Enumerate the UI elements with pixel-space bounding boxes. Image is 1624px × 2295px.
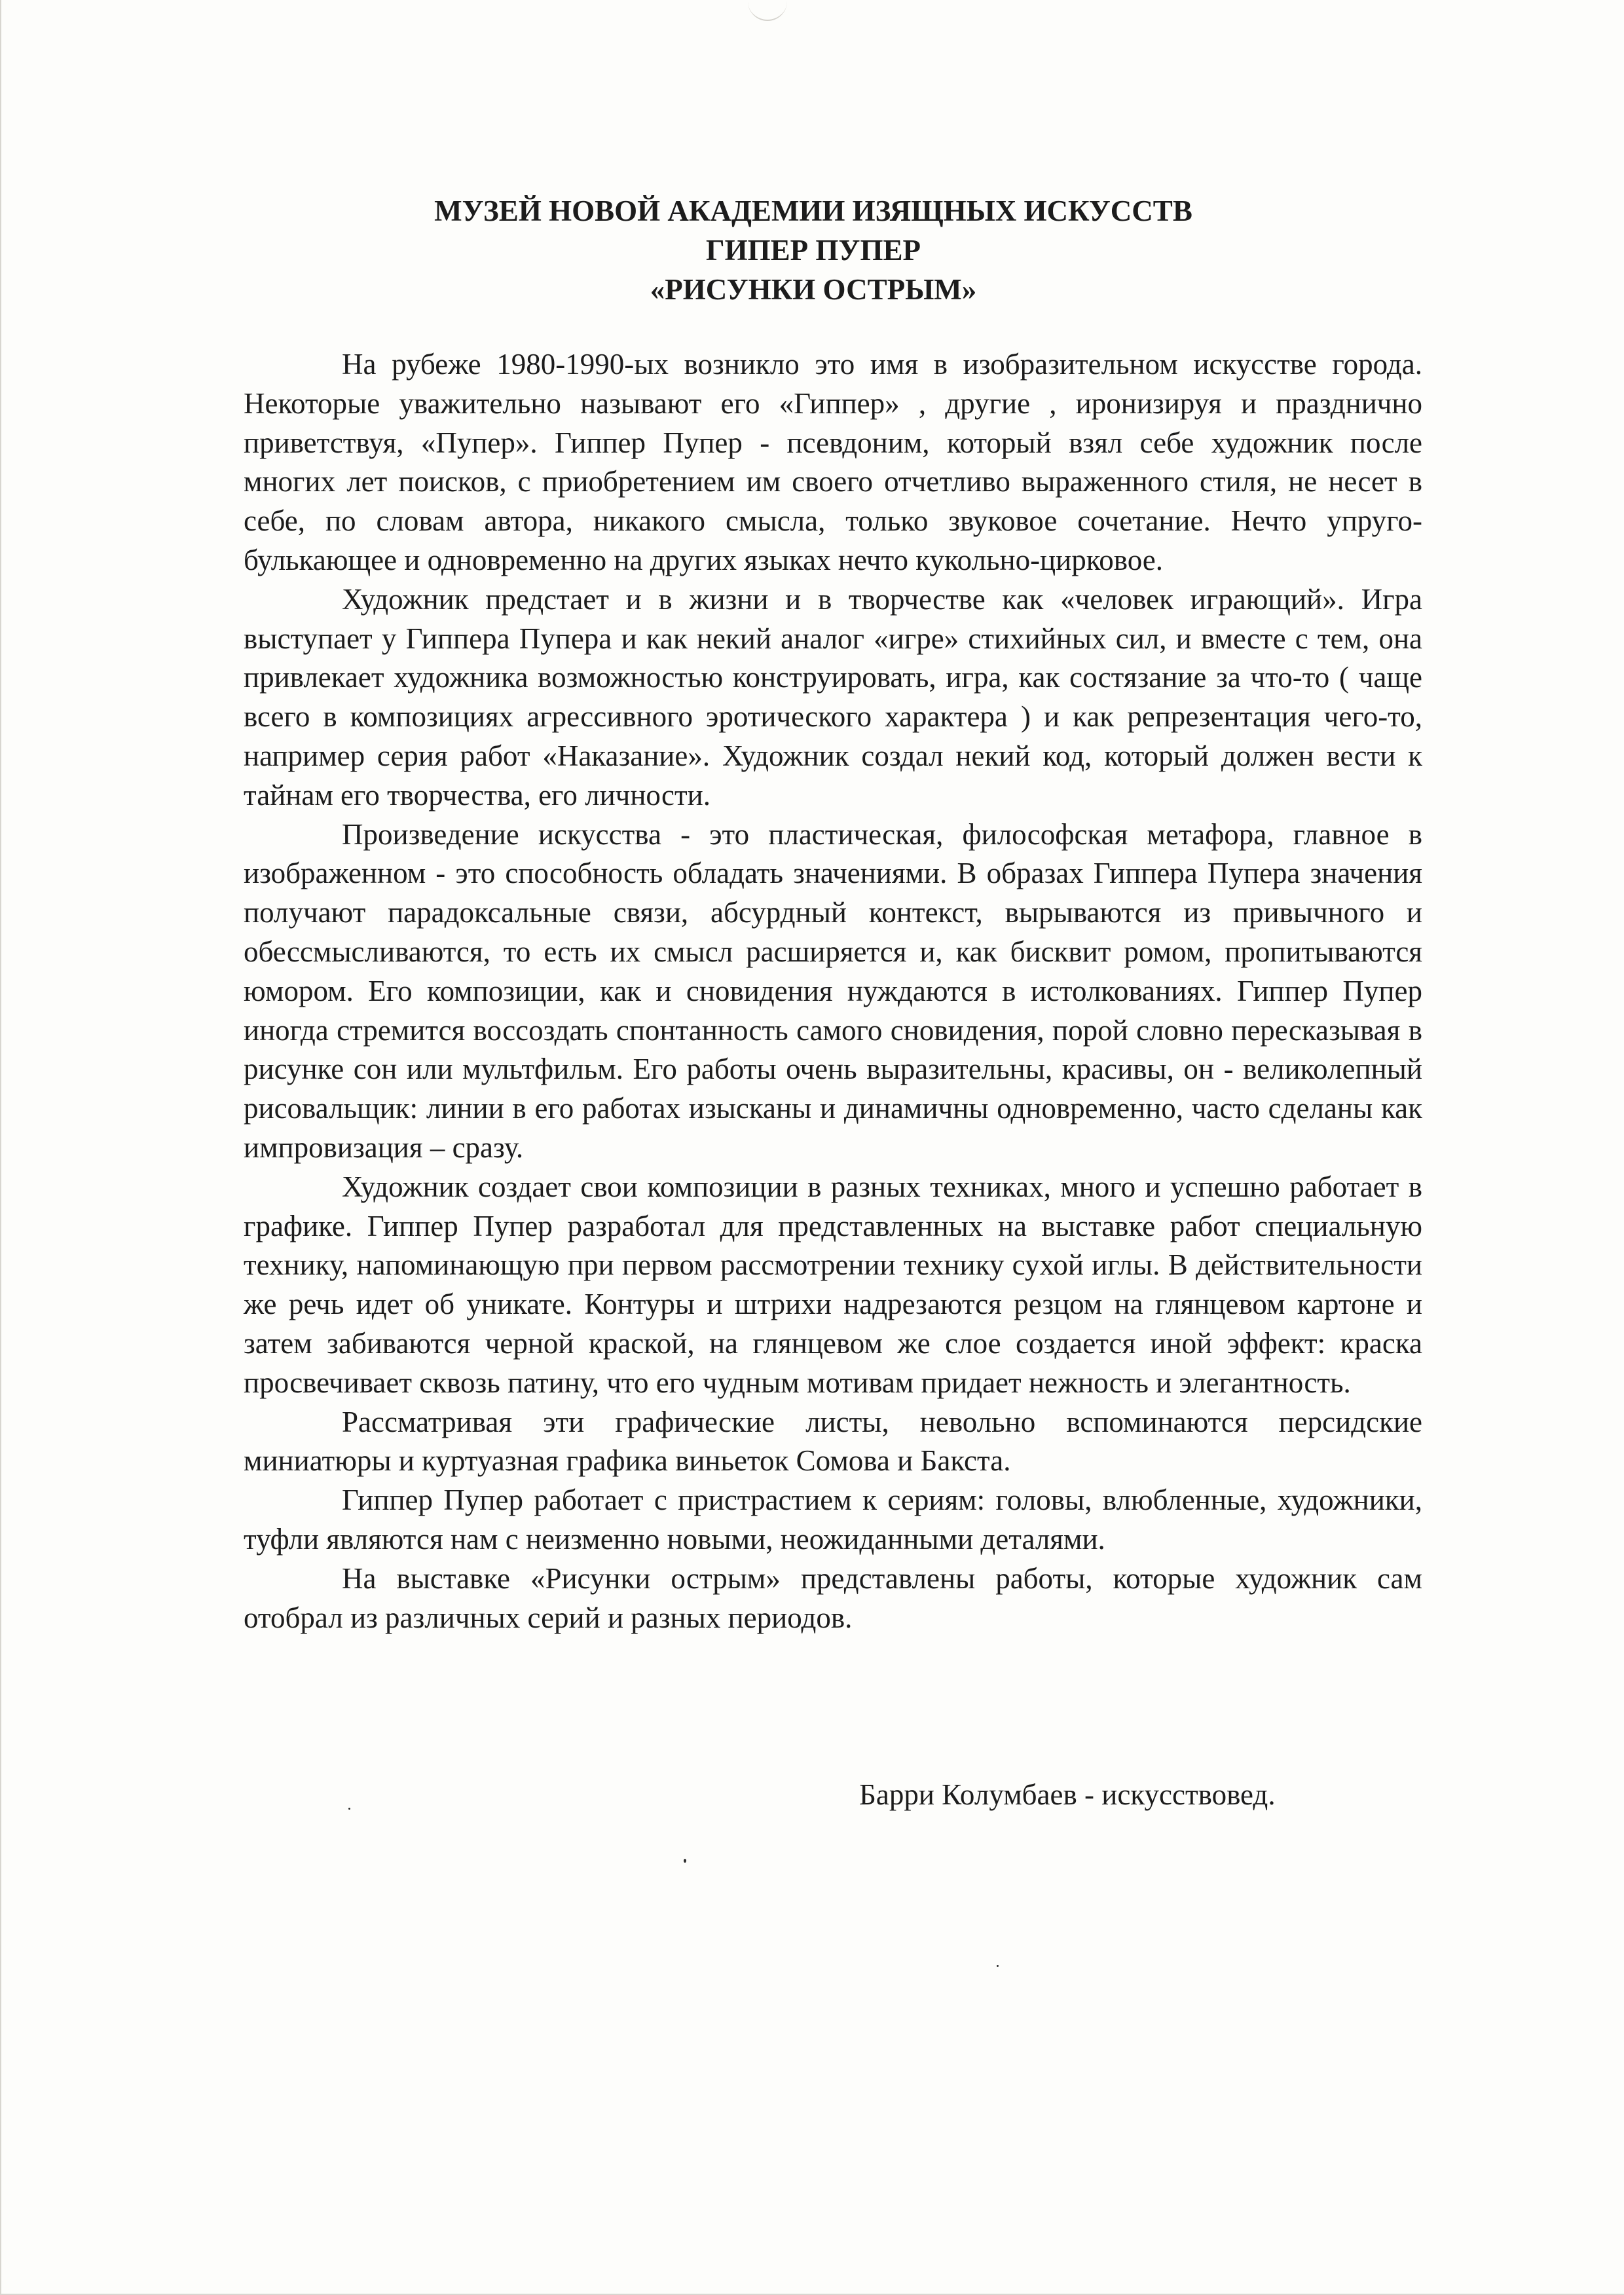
scan-speck (684, 1859, 686, 1863)
scan-speck (997, 1965, 999, 1967)
author-signature: Барри Колумбаев - искусствовед. (859, 1778, 1276, 1811)
heading-exhibition-title: «РИСУНКИ ОСТРЫМ» (650, 273, 977, 306)
paragraph: Произведение искусства - это пластическая, философская метафора, главное в изображенном - это способность обладать значениями. В образах Гиппера Пупера значения получают парадоксальные связи, абсурдный контекст, вырываются из привычного и обессмысливаются, то есть их смысл расширяется и, как бисквит ромом, пропитываются юмором. Его композиции, как и сновидения нуждаются в истолкованиях. Гиппер Пупер иногда стремится воссоздать спонтанность самого сновидения, порой словно пересказывая в рисунке сон или мультфильм. Его работы очень выразительны, красивы, он - великолепный рисовальщик: линии в его работах изысканы и динамичны одновременно, часто сделаны как импровизация – сразу. (244, 817, 1422, 1164)
heading-artist-name: ГИПЕР ПУПЕР (706, 234, 921, 267)
scan-speck (348, 1808, 350, 1810)
heading-museum-name: МУЗЕЙ НОВОЙ АКАДЕМИИ ИЗЯЩНЫХ ИСКУССТВ (434, 195, 1192, 227)
document-heading (1, 191, 1624, 309)
paragraph: На выставке «Рисунки острым» представлены работы, которые художник сам отобрал из различных серий и разных периодов. (244, 1561, 1422, 1634)
article-body (244, 345, 1422, 1637)
paragraph: Рассматривая эти графические листы, невольно вспоминаются персидские миниатюры и куртуазная графика виньеток Сомова и Бакста. (244, 1405, 1422, 1478)
paragraph: На рубеже 1980-1990-ых возникло это имя в изобразительном искусстве города. Некоторые уважительно называют его «Гиппер» , другие , иронизируя и празднично приветствуя, «Пупер». Гиппер Пупер - псевдоним, который взял себе художник после многих лет поисков, с приобретением им своего отчетливо выраженного стиля, не несет в себе, по словам автора, никакого смысла, только звуковое сочетание. Нечто упруго-булькающее и одновременно на других языках нечто кукольно-цирковое. (244, 348, 1422, 576)
paper-fold-mark (748, 0, 787, 21)
paragraph: Художник создает свои композиции в разных техниках, много и успешно работает в графике. Гиппер Пупер разработал для представленных на выставке работ специальную технику, напоминающую при первом рассмотрении технику сухой иглы. В действительности же речь идет об уникате. Контуры и штрихи надрезаются резцом на глянцевом картоне и затем забиваются черной краской, на глянцевом же слое создается иной эффект: краска просвечивает сквозь патину, что его чудным мотивам придает нежность и элегантность. (244, 1170, 1422, 1399)
paragraph: Гиппер Пупер работает с пристрастием к сериям: головы, влюбленные, художники, туфли являются нам с неизменно новыми, неожиданными деталями. (244, 1483, 1422, 1556)
paragraph: Художник предстает и в жизни и в творчестве как «человек играющий». Игра выступает у Гиппера Пупера и как некий аналог «игре» стихийных сил, и вместе с тем, она привлекает художника возможностью конструировать, игра, как состязание за что-то ( чаще всего в композициях агрессивного эротического характера ) и как репрезентация чего-то, например серия работ «Наказание». Художник создал некий код, который должен вести к тайнам его творчества, его личности. (244, 582, 1422, 812)
